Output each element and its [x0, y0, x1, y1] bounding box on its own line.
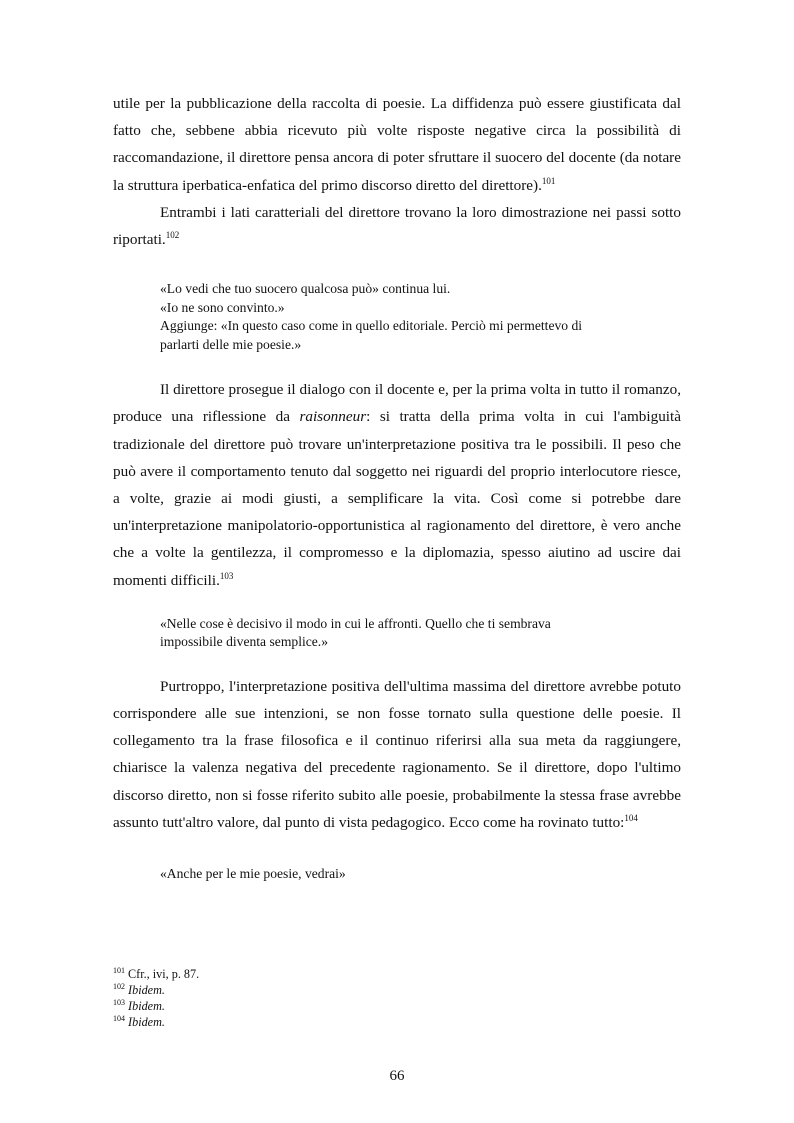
footnote-101 — [113, 966, 199, 982]
paragraph-3-text-continued: : si tratta della prima volta in cui l'ambiguità tradizionale del direttore può trovare un'interpretazione positiva tra le possibili. Il peso che può avere il comportamento tenuto dal soggetto nei riguardi del proprio interlocutore riesce, a volte, grazie ai modi giusti, a semplificare la vita. Così come si potrebbe dare un'interpretazione manipolatorio-opportunistica al ragionamento del direttore, è vero anche che a volte la gentilezza, il compromesso e la diplomazia, spesso aiutino ad uscire dai momenti difficili. — [113, 408, 681, 589]
quote-line: Aggiunge: «In questo caso come in quello editoriale. Perciò mi permettevo di — [160, 318, 583, 334]
block-quote-3 — [160, 865, 635, 884]
footnote-number: 101 — [113, 965, 125, 975]
footnote-ref-102[interactable]: 102 — [165, 229, 180, 240]
footnote-text: Ibidem. — [128, 1015, 165, 1029]
footnote-102 — [113, 982, 199, 998]
block-quote-1 — [160, 280, 635, 354]
quote-line: parlarti delle mie poesie.» — [160, 336, 302, 352]
footnotes — [113, 966, 199, 1030]
paragraph-4 — [113, 673, 681, 836]
footnote-number: 103 — [113, 997, 125, 1007]
footnote-ref-103[interactable]: 103 — [219, 570, 234, 581]
block-quote-2 — [160, 615, 635, 652]
footnote-104 — [113, 1014, 199, 1030]
quote-line: «Lo vedi che tuo suocero qualcosa può» continua lui. — [160, 281, 451, 297]
quote-line: «Anche per le mie poesie, vedrai» — [160, 866, 346, 882]
paragraph-3-text: Il direttore prosegue il dialogo con il docente e, per la prima volta in tutto il romanzo, produce una riflessione da — [113, 381, 681, 426]
footnote-ref-104[interactable]: 104 — [624, 812, 638, 823]
italic-term: raisonneur — [299, 408, 367, 426]
footnote-number: 102 — [113, 981, 125, 991]
footnote-103 — [113, 998, 199, 1014]
paragraph-3 — [113, 376, 681, 594]
quote-line: «Nelle cose è decisivo il modo in cui le affronti. Quello che ti sembrava — [160, 615, 551, 631]
paragraph-4-text: Purtroppo, l'interpretazione positiva dell'ultima massima del direttore avrebbe potuto corrispondere alle sue intenzioni, se non fosse tornato sulla questione delle poesie. Il collegamento tra la frase filosofica e il continuo riferirsi alla sua meta da raggiungere, chiarisce la valenza negativa del precedente ragionamento. Se il direttore, dopo l'ultimo discorso diretto, non si fosse riferito subito alle poesie, probabilmente la stessa frase avrebbe assunto tutt'altro valore, dal punto di vista pedagogico. Ecco come ha rovinato tutto: — [113, 677, 681, 831]
footnote-text: Ibidem. — [128, 999, 165, 1013]
paragraph-2-text: Entrambi i lati caratteriali del direttore trovano la loro dimostrazione nei passi sotto riportati. — [113, 203, 681, 249]
page-number: 66 — [389, 1068, 405, 1084]
footnote-ref-101[interactable]: 101 — [541, 175, 556, 186]
footnote-text: Cfr., ivi, p. 87. — [128, 967, 200, 981]
page-body — [113, 90, 681, 884]
paragraph-1 — [113, 90, 681, 199]
quote-line: impossibile diventa semplice.» — [160, 634, 329, 650]
footnote-text: Ibidem. — [128, 983, 165, 997]
paragraph-2 — [113, 199, 681, 253]
quote-line: «Io ne sono convinto.» — [160, 299, 285, 315]
footnote-number: 104 — [113, 1013, 125, 1023]
paragraph-1-text: utile per la pubblicazione della raccolta di poesie. La diffidenza può essere giustificata dal fatto che, sebbene abbia ricevuto più volte risposte negative circa la possibilità di raccomandazione, il direttore pensa ancora di poter sfruttare il suocero del docente (da notare la struttura iperbatica-enfatica del primo discorso diretto del direttore). — [113, 95, 681, 194]
